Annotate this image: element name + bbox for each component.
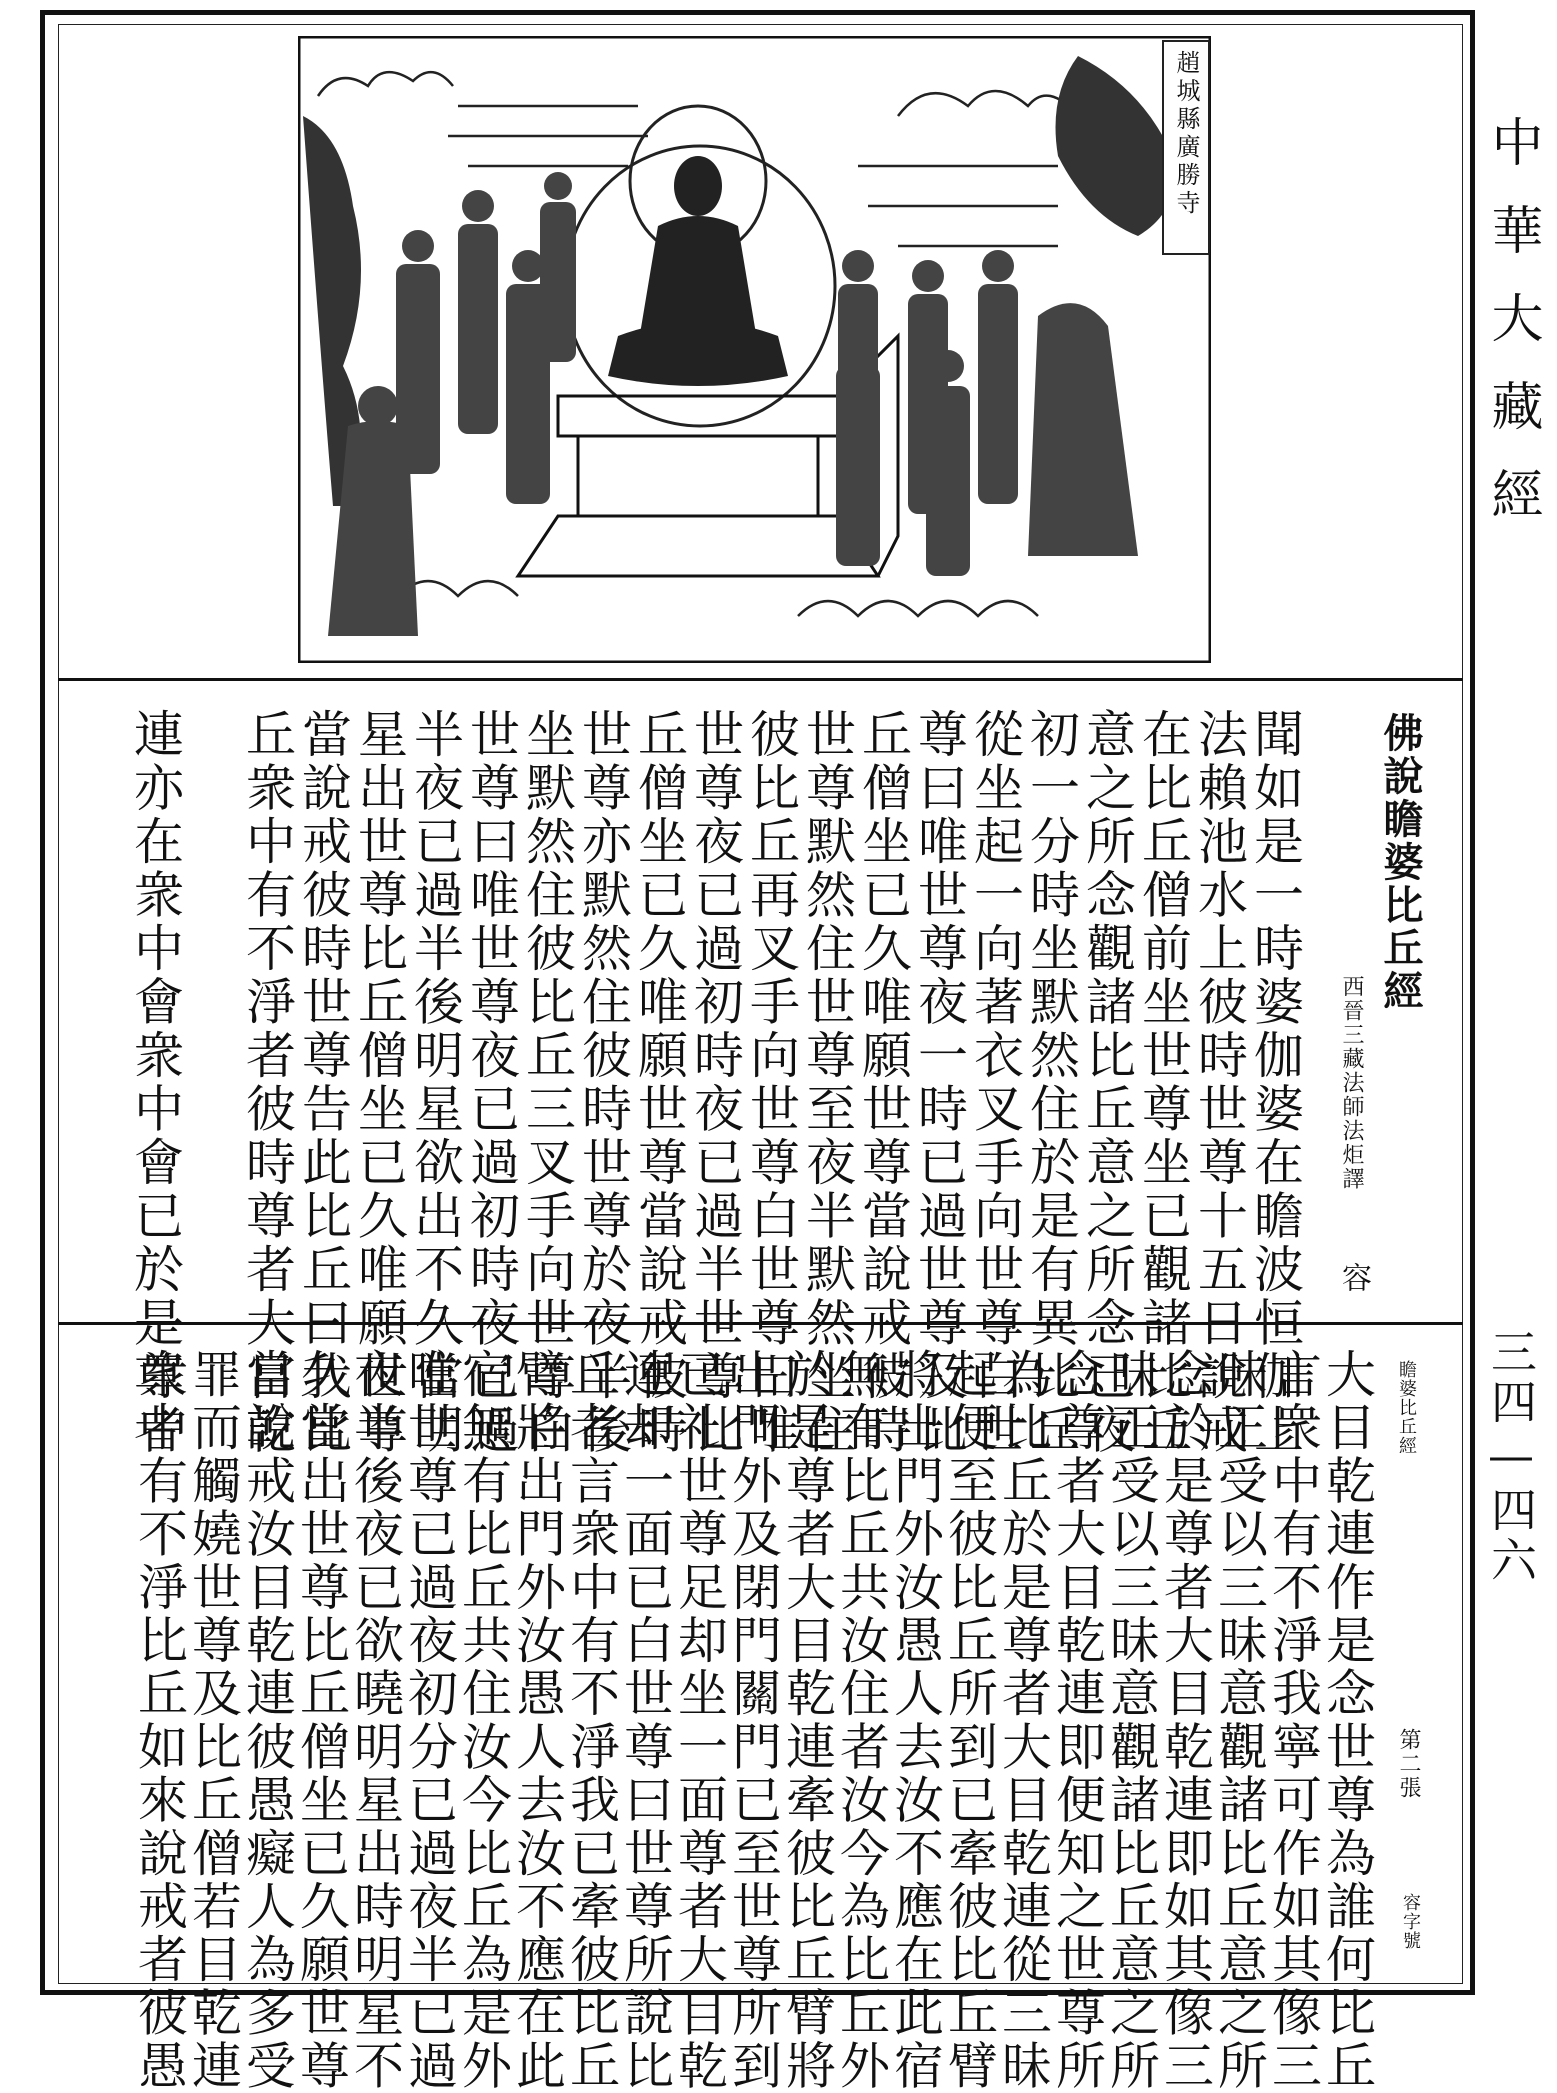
lower-column: 已礼世尊足却坐一面尊者大目乾: [670, 1348, 728, 2093]
lower-column: 衆中有不淨比丘如來說戒者彼愚: [130, 1348, 188, 2093]
sutra-column: 意之所念觀諸比丘意之所念已夜: [1078, 708, 1136, 1457]
sutra-column: 世尊曰唯世尊夜已過初時夜已過: [462, 708, 520, 1457]
lower-column: 無有比丘共汝住者汝今為比丘外: [832, 1348, 890, 2093]
sutra-column: 法賴池水上彼時世尊十五日說戒: [1190, 708, 1248, 1457]
temple-cartouche: [1162, 40, 1210, 255]
sutra-column: 丘僧坐已久唯願世尊當說戒彼時: [854, 708, 912, 1457]
sutra-column: 連亦在衆中會衆中會已於是尊者: [126, 708, 184, 1457]
lower-column: 夜半後夜已欲曉明星出時明星不: [346, 1348, 404, 2093]
lower-column: 念於是尊者大目乾連即如其像三: [1156, 1348, 1214, 2093]
lower-column: 久當出世尊比丘僧坐已久願世尊: [292, 1348, 350, 2093]
sheet-mark: 容字號: [1400, 1893, 1421, 1950]
lower-column: 唯世尊已過夜初分已過夜半已過: [400, 1348, 458, 2093]
sutra-column: 丘衆中有不淨者彼時尊者大目乾: [238, 708, 296, 1457]
lower-column: 出門外及閉門關門已至世尊所到: [724, 1348, 782, 2093]
lower-column: 當說戒汝目乾連彼愚癡人為多受: [238, 1348, 296, 2093]
sheet-label: 第二張: [1396, 1728, 1421, 1800]
sutra-column: 當說戒彼時世尊告此比丘曰我比: [294, 708, 352, 1457]
sutra-column: 世尊亦默然住彼時世尊於夜半後: [574, 708, 632, 1457]
lower-column: 臂將出門外汝愚人去汝不應在此: [508, 1348, 566, 2093]
lower-column: 連却一面已白世尊曰世尊所說比: [616, 1348, 674, 2093]
sutra-column: 在比丘僧前坐世尊坐已觀諸比丘: [1134, 708, 1192, 1457]
sutra-column: 尊曰唯世尊夜一時已過世尊及比: [910, 708, 968, 1457]
translator-line: 西晉三藏法師法炬譯: [1339, 975, 1364, 1191]
lower-column: 罪而觸嬈世尊及比丘僧若目乾連: [184, 1348, 242, 2093]
lower-column: 宿無有比丘共住汝今比丘為是外: [454, 1348, 512, 2093]
sutra-column: 初一分時坐默然住於是有異比丘: [1022, 708, 1080, 1457]
sutra-column: 世尊夜已過初時夜已過半世尊比: [686, 708, 744, 1457]
divider-top: [58, 678, 1463, 681]
lower-column: 昧正受以三昧意觀諸比丘意之所: [1102, 1348, 1160, 2093]
sutra-column: 半夜已過半後明星欲出不久當明: [406, 708, 464, 1457]
lower-column: 將出門外汝愚人去汝不應在此宿: [886, 1348, 944, 2093]
sutra-column: 從坐起一向著衣叉手向世尊白世: [966, 708, 1024, 1457]
volume-mark: 容: [1336, 1262, 1371, 1292]
lower-column: 言衆中有不淨我寧可作如其像三: [1264, 1348, 1322, 2093]
page-number: 三四—四六: [1484, 1328, 1538, 1586]
cartouche-text: 趙城縣廣勝寺: [1172, 50, 1200, 218]
sutra-column: 坐默然住彼比丘三叉手向世尊白: [518, 708, 576, 1457]
sutra-title: 佛說瞻婆比丘經: [1377, 712, 1424, 1013]
sutra-column: 星出世尊比丘僧坐已久唯願世尊: [350, 708, 408, 1457]
margin-sutra-title: 瞻婆比丘經: [1396, 1360, 1417, 1455]
sutra-column: 聞如是一時婆伽婆在瞻波恒伽上: [1246, 708, 1304, 1457]
sutra-column: 世尊默然住世尊至夜半默然坐住: [798, 708, 856, 1457]
lower-column: 昧正受以三昧意觀諸比丘意之所: [1210, 1348, 1268, 2093]
sutra-column: 彼比丘再叉手向世尊白世尊曰唯: [742, 708, 800, 1457]
side-title: 中華大藏經: [1482, 115, 1542, 555]
sutra-column: 丘僧坐已久唯願世尊當說戒彼時: [630, 708, 688, 1457]
lower-column: 於是尊者大目乾連牽彼比丘臂將: [778, 1348, 836, 2093]
lower-column: 大目乾連作是念世尊為誰何比丘: [1318, 1348, 1376, 2093]
lower-column: 丘者言衆中有不淨我已牽彼比丘: [562, 1348, 620, 2093]
lower-column: 起便至彼比丘所到已牽彼比丘臂: [940, 1348, 998, 2093]
lower-column: 念尊者大目乾連即便知之世尊所: [1048, 1348, 1106, 2093]
lower-column: 為比丘於是尊者大目乾連從三昧: [994, 1348, 1052, 2093]
buddha-illustration: [298, 36, 1211, 663]
